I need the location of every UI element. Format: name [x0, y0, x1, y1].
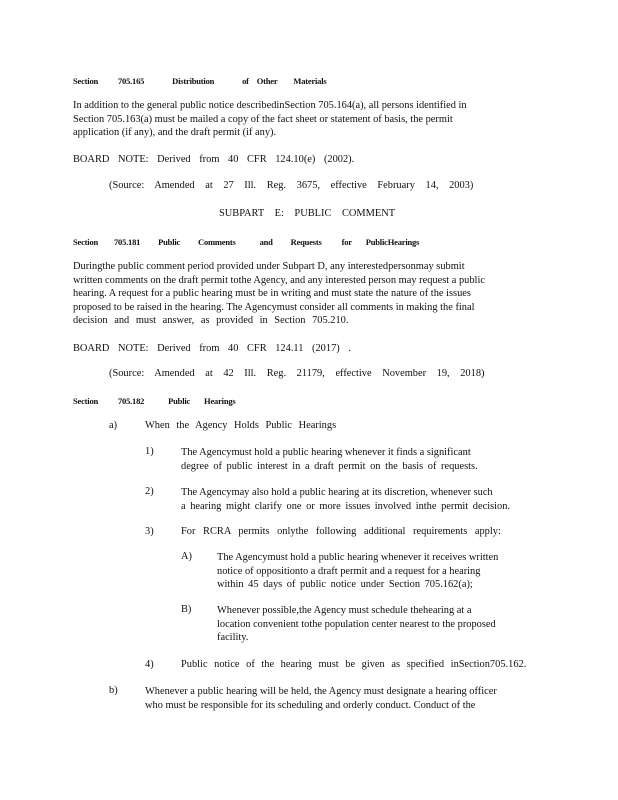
heading-word: Distribution [172, 76, 215, 86]
subitem-line: location convenient tothe population center nearest to the proposed [217, 618, 496, 630]
heading-word: Public [168, 396, 191, 406]
item-text [181, 486, 537, 513]
heading-word: Other [256, 76, 278, 86]
item-line: The Agencymay also hold a public hearing at its discretion, whenever such [181, 487, 493, 498]
heading-word: Hearings [204, 396, 236, 406]
subitem-line: The Agencymust hold a public hearing whenever it receives written [217, 552, 499, 563]
source-note: (Source: Amended at 42 Ill. Reg. 21179, effective November 19, 2018) [109, 368, 485, 379]
heading-word: for [341, 237, 352, 247]
section-705-165-heading [73, 76, 327, 86]
heading-word: Comments [198, 237, 236, 247]
heading-word: Section [73, 237, 99, 247]
body-line: proposed to be raised in the hearing. The Agencymust consider all comments in making the final [73, 301, 475, 313]
section-705-181-body [73, 260, 545, 328]
item-line: Public notice of the hearing must be given as specified inSection705.162. [181, 659, 527, 670]
subitem-text [217, 551, 536, 592]
board-note: BOARD NOTE: Derived from 40 CFR 124.11 (2017) . [73, 343, 351, 354]
heading-word: and [259, 237, 273, 247]
subitem-line: Whenever possible,the Agency must schedule thehearing at a [217, 605, 472, 616]
body-line: decision and must answer, as provided in Section 705.210. [73, 315, 349, 327]
subitem-label: B) [181, 604, 192, 615]
body-line: In addition to the general public notice describedinSection 705.164(a), all persons identified in [73, 100, 467, 111]
board-note: BOARD NOTE: Derived from 40 CFR 124.10(e) (2002). [73, 154, 355, 165]
heading-word: PublicHearings [365, 237, 420, 247]
item-text [145, 685, 545, 712]
subitem-text [217, 604, 533, 645]
item-label: 1) [145, 446, 154, 457]
body-line: Section 705.163(a) must be mailed a copy of the fact sheet or statement of basis, the permit [73, 113, 453, 125]
heading-word: Materials [293, 76, 327, 86]
body-line: application (if any), and the draft permit (if any). [73, 127, 277, 139]
item-line: who must be responsible for its scheduling and orderly conduct. Conduct of the [145, 699, 476, 711]
body-line: written comments on the draft permit tothe Agency, and any interested person may request a public [73, 274, 485, 286]
heading-word: Requests [290, 237, 322, 247]
section-705-182-heading [73, 396, 236, 406]
item-line: The Agencymust hold a public hearing whenever it finds a significant [181, 447, 471, 458]
item-label: 3) [145, 526, 154, 537]
body-line: hearing. A request for a public hearing must be in writing and must state the nature of the issues [73, 288, 471, 300]
item-label: 2) [145, 486, 154, 497]
heading-word: Section [73, 76, 99, 86]
section-705-165-body [73, 99, 526, 140]
subpart-title: SUBPART E: PUBLIC COMMENT [219, 208, 396, 219]
item-heading: When the Agency Holds Public Hearings [145, 420, 337, 431]
item-line: Whenever a public hearing will be held, the Agency must designate a hearing officer [145, 686, 497, 697]
item-line: degree of public interest in a draft permit on the basis of requests. [181, 460, 478, 472]
subitem-label: A) [181, 551, 192, 562]
heading-word: Public [158, 237, 181, 247]
item-line: For RCRA permits onlythe following additional requirements apply: [181, 526, 501, 537]
item-line: a hearing might clarify one or more issues involved inthe permit decision. [181, 500, 511, 512]
source-note: (Source: Amended at 27 Ill. Reg. 3675, effective February 14, 2003) [109, 180, 474, 191]
body-line: Duringthe public comment period provided under Subpart D, any interestedpersonmay submit [73, 261, 465, 272]
subitem-line: within 45 days of public notice under Section 705.162(a); [217, 579, 473, 591]
subitem-line: notice of oppositionto a draft permit and a request for a hearing [217, 565, 481, 577]
item-label: b) [109, 685, 118, 696]
section-705-181-heading [73, 237, 419, 247]
heading-word: 705.181 [113, 237, 141, 247]
heading-word: of [242, 76, 249, 86]
item-label: 4) [145, 659, 154, 670]
heading-word: Section [73, 396, 99, 406]
heading-word: 705.165 [117, 76, 145, 86]
subitem-line: facility. [217, 632, 249, 644]
item-text [181, 446, 509, 473]
heading-word: 705.182 [117, 396, 145, 406]
item-label: a) [109, 420, 118, 431]
